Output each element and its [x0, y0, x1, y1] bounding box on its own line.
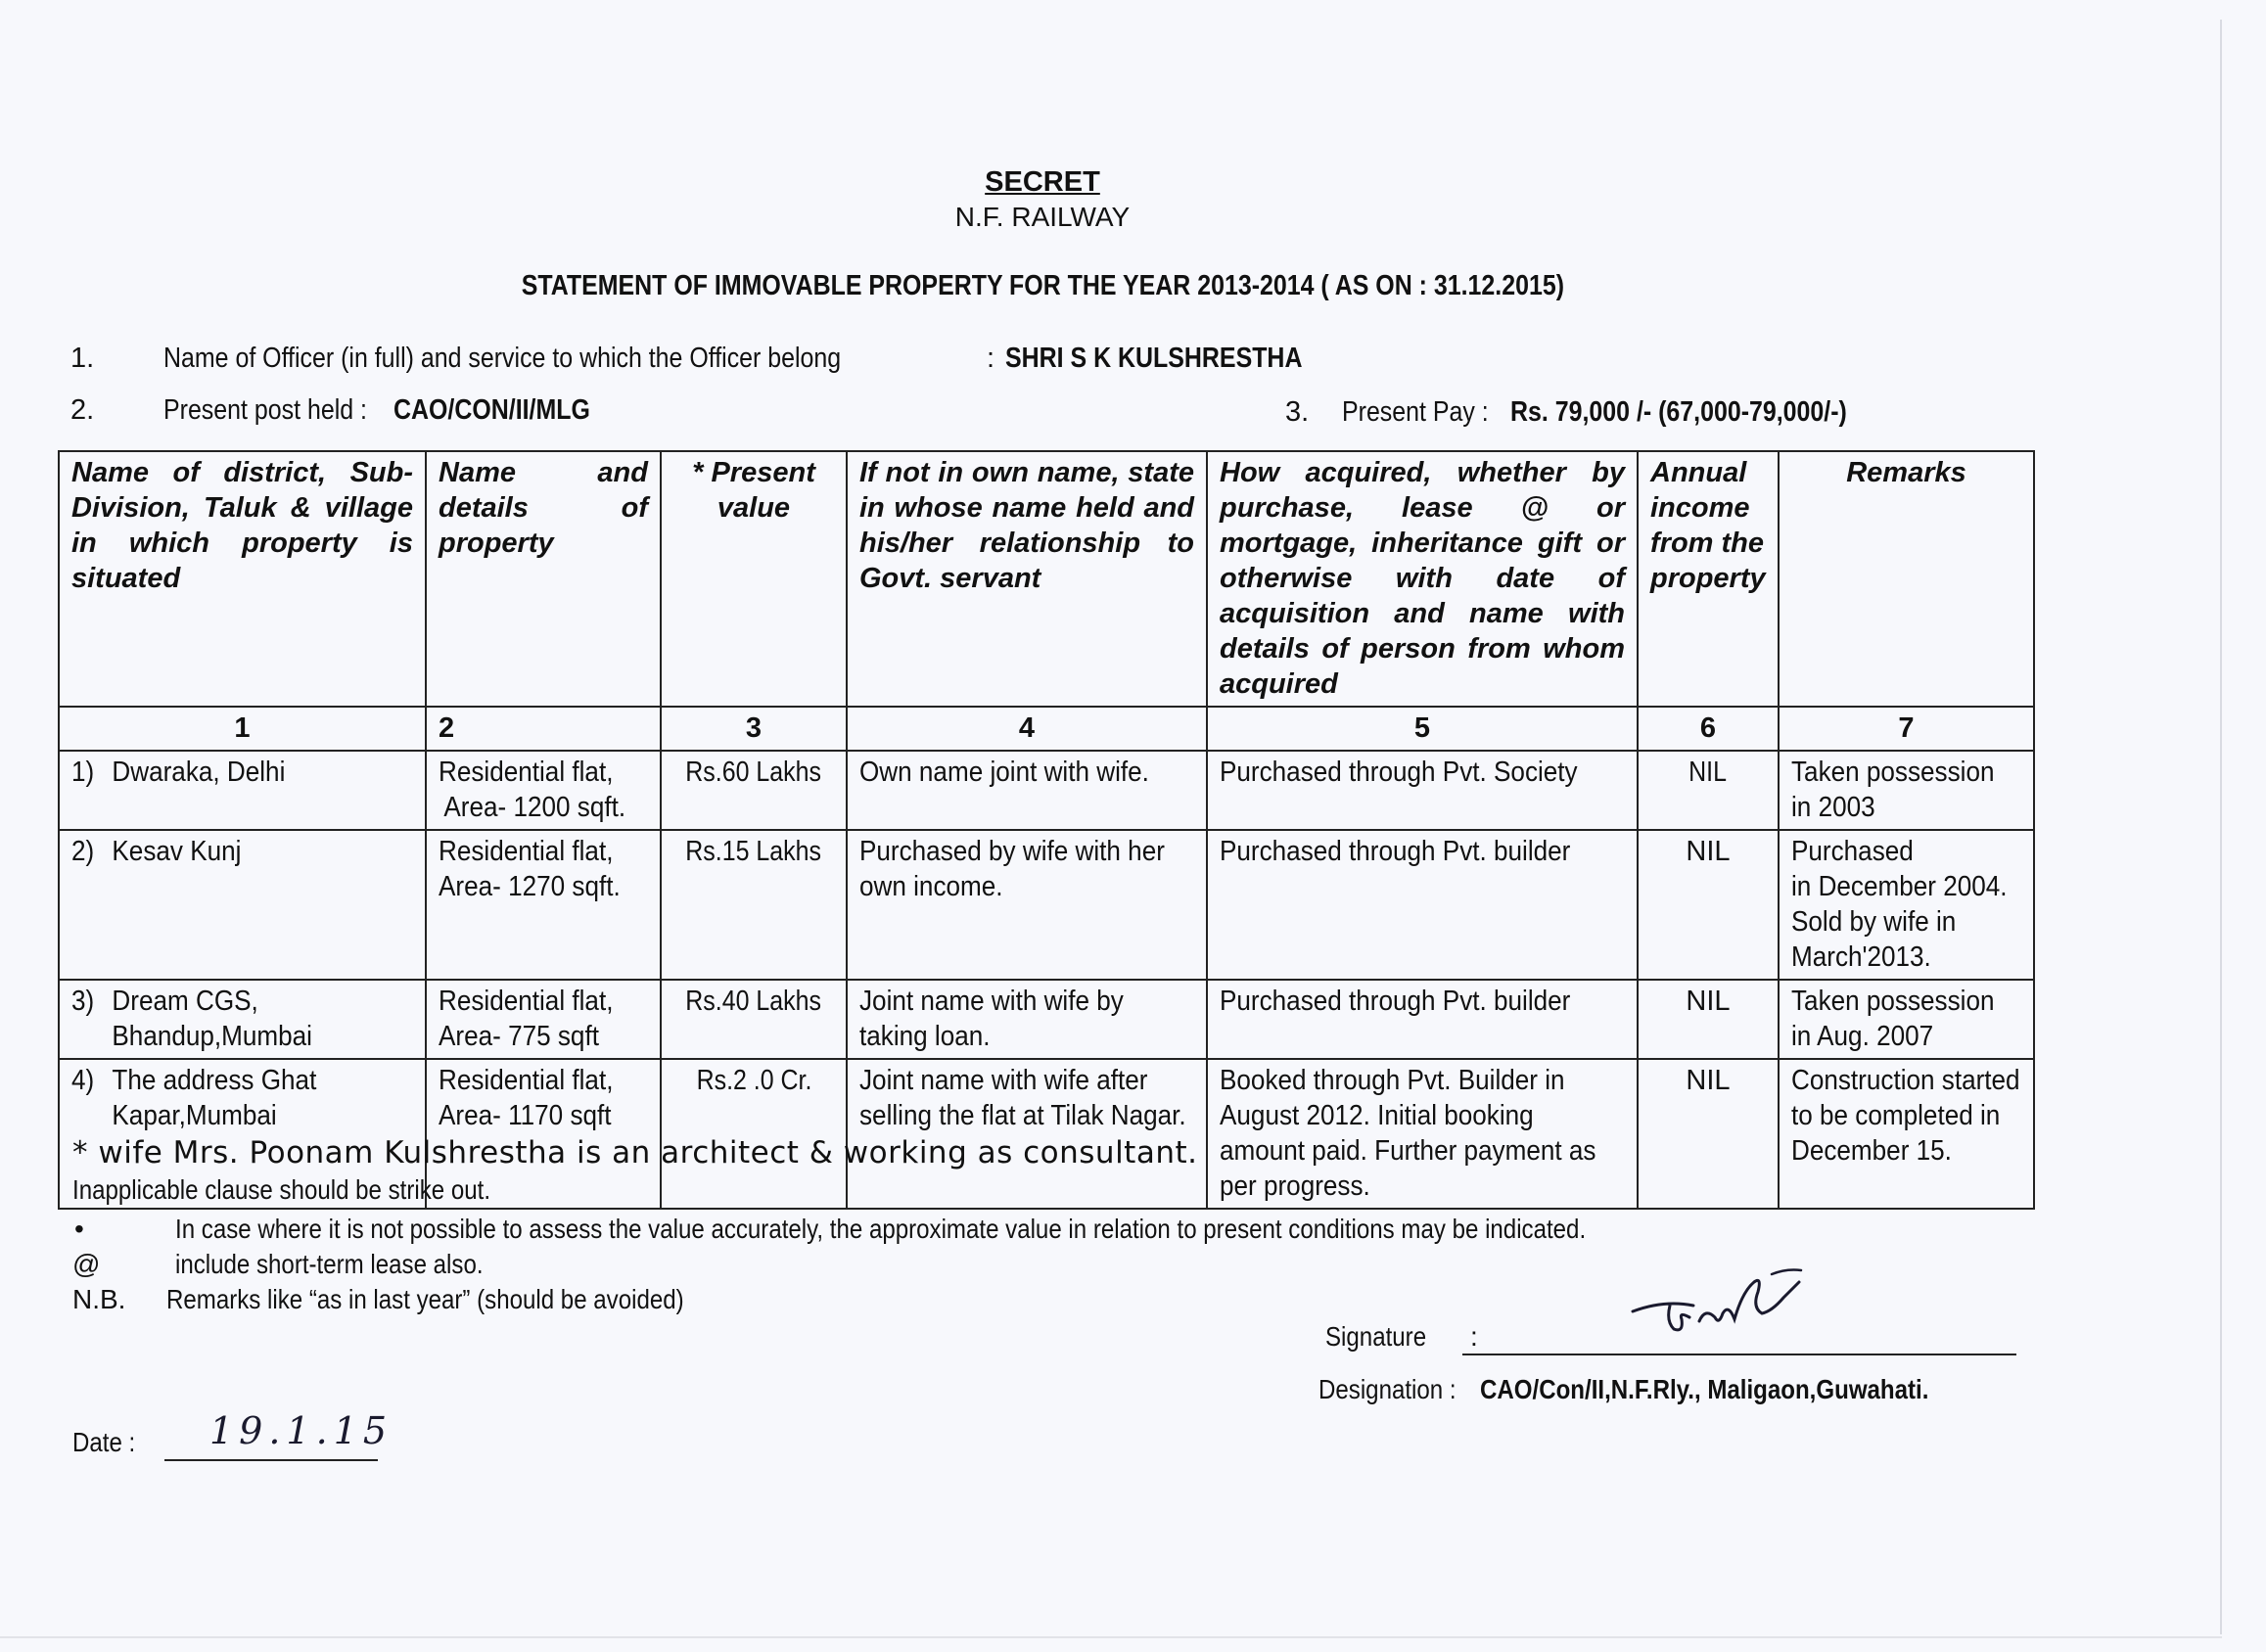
lease-note-text: include short-term lease also.	[175, 1249, 484, 1279]
column-number: 6	[1638, 707, 1779, 751]
field-2-label-text: Present post held :	[163, 394, 367, 426]
acquired-line: amount paid. Further payment as	[1220, 1135, 1596, 1167]
acquired-cell	[1207, 830, 1638, 980]
income-cell	[1638, 830, 1779, 980]
present-pay-text: Rs. 79,000 /- (67,000-79,000/-)	[1510, 396, 1847, 428]
income-cell	[1638, 980, 1779, 1059]
property-line: Residential flat,	[439, 1065, 614, 1096]
row-index: 2)	[71, 836, 95, 867]
bullet-mark: •	[74, 1214, 84, 1244]
location-line: Bhandup,Mumbai	[112, 1021, 312, 1052]
present-value: Rs.15 Lakhs	[685, 836, 822, 867]
acquired-line: August 2012. Initial booking	[1220, 1100, 1534, 1131]
date-line	[164, 1459, 378, 1461]
acquired-cell	[1207, 980, 1638, 1059]
annual-income: NIL	[1688, 757, 1728, 788]
property-table	[58, 450, 2035, 1210]
acquired-line: per progress.	[1220, 1170, 1370, 1202]
column-number: 4	[847, 707, 1207, 751]
property-line: Residential flat,	[439, 986, 614, 1017]
nb-mark: N.B.	[72, 1284, 126, 1314]
annual-income: NIL	[1686, 836, 1731, 867]
acquired-cell	[1207, 751, 1638, 830]
designation-label-text: Designation :	[1318, 1374, 1457, 1404]
value-cell	[661, 980, 847, 1059]
property-cell	[426, 751, 661, 830]
field-1-label-text: Name of Officer (in full) and service to which the Officer belong	[163, 343, 842, 374]
property-cell	[426, 830, 661, 980]
column-number: 3	[661, 707, 847, 751]
column-number: 7	[1779, 707, 2034, 751]
property-line: Area- 775 sqft	[439, 1021, 599, 1052]
present-pay-value	[1510, 396, 1902, 429]
held-line: Joint name with wife by	[859, 986, 1124, 1017]
property-line: Residential flat,	[439, 836, 614, 867]
designation-value-text: CAO/Con/II,N.F.Rly., Maligaon,Guwahati.	[1480, 1374, 1929, 1404]
table-header-row	[59, 451, 2034, 707]
column-number-row	[59, 707, 2034, 751]
remarks-note-text: Remarks like “as in last year” (should be avoided)	[166, 1284, 684, 1314]
held-line: Joint name with wife after	[859, 1065, 1148, 1096]
location-line: Kesav Kunj	[112, 836, 242, 867]
acquired-cell	[1207, 1059, 1638, 1209]
page-edge	[2220, 20, 2222, 1634]
present-value: Rs.2 .0 Cr.	[696, 1065, 811, 1096]
field-2-number: 2.	[70, 394, 95, 426]
property-line: Area- 1170 sqft	[439, 1100, 612, 1131]
held-cell	[847, 751, 1207, 830]
designation-label	[1318, 1374, 1478, 1405]
remarks-cell	[1779, 980, 2034, 1059]
column-header: How acquired, whether by purchase, lease @ or mortgage, inheritance gift or otherwise with date of acquisition and name with details of person from whom acquired	[1207, 451, 1638, 707]
held-line: own income.	[859, 871, 1003, 902]
officer-name	[1005, 343, 1351, 375]
column-number: 5	[1207, 707, 1638, 751]
row-index: 1)	[71, 757, 95, 788]
page-edge	[0, 1636, 2222, 1638]
field-3-label-text: Present Pay :	[1342, 396, 1489, 428]
post-held-text: CAO/CON/II/MLG	[393, 394, 590, 426]
row-index: 4)	[71, 1065, 95, 1096]
column-header: Name and details of property	[426, 451, 661, 707]
signature-label	[1325, 1321, 1443, 1353]
wife-footnote: * wife Mrs. Poonam Kulshrestha is an architect & working as consultant.	[72, 1135, 1198, 1170]
remarks-line: Sold by wife in	[1791, 906, 1957, 938]
column-number: 2	[426, 707, 661, 751]
value-cell	[661, 751, 847, 830]
inapplicable-note-text: Inapplicable clause should be strike out.	[72, 1174, 491, 1205]
value-cell	[661, 830, 847, 980]
remarks-line: Taken possession	[1791, 757, 1995, 788]
property-line: Area- 1200 sqft.	[443, 792, 626, 823]
classification-heading: SECRET	[985, 166, 1100, 198]
held-line: selling the flat at Tilak Nagar.	[859, 1100, 1186, 1131]
acquired-line: Purchased through Pvt. builder	[1220, 836, 1571, 867]
acquired-line: Booked through Pvt. Builder in	[1220, 1065, 1565, 1096]
property-line: Area- 1270 sqft.	[439, 871, 621, 902]
value-assessment-note-text: In case where it is not possible to assess the value accurately, the approximate value in relation to present conditions may be indicated.	[175, 1214, 1587, 1244]
remarks-cell	[1779, 751, 2034, 830]
remarks-line: Purchased	[1791, 836, 1914, 867]
date-label-text: Date :	[72, 1427, 136, 1457]
column-number: 1	[59, 707, 426, 751]
remarks-line: Construction started	[1791, 1065, 2020, 1096]
location-line: The address Ghat	[112, 1065, 317, 1096]
value-cell	[661, 1059, 847, 1209]
column-header: Annual income from the property	[1638, 451, 1779, 707]
remarks-line: in Aug. 2007	[1791, 1021, 1934, 1052]
field-1-number: 1.	[70, 343, 95, 374]
table-row	[59, 980, 2034, 1059]
remarks-cell	[1779, 1059, 2034, 1209]
column-header: Remarks	[1779, 451, 2034, 707]
remarks-line: to be completed in	[1791, 1100, 2001, 1131]
handwritten-signature	[1625, 1262, 1821, 1355]
signature-separator: :	[1470, 1321, 1478, 1352]
field-3-number: 3.	[1285, 396, 1310, 428]
field-1-separator: :	[987, 343, 995, 374]
field-3-label	[1342, 396, 1512, 429]
remarks-line: March'2013.	[1791, 941, 1931, 973]
signature-label-text: Signature	[1325, 1321, 1427, 1352]
column-header: * Present value	[661, 451, 847, 707]
table-row	[59, 751, 2034, 830]
held-cell	[847, 980, 1207, 1059]
held-cell	[847, 830, 1207, 980]
remarks-line: in 2003	[1791, 792, 1875, 823]
at-mark: @	[72, 1249, 101, 1279]
post-held-value	[393, 394, 623, 427]
column-header: If not in own name, state in whose name held and his/her relationship to Govt. servant	[847, 451, 1207, 707]
handwritten-date: 19.1.15	[209, 1409, 393, 1452]
remarks-cell	[1779, 830, 2034, 980]
property-line: Residential flat,	[439, 757, 614, 788]
document-title-text: STATEMENT OF IMMOVABLE PROPERTY FOR THE YEAR 2013-2014 ( AS ON : 31.12.2015)	[521, 270, 1564, 301]
property-cell	[426, 980, 661, 1059]
remarks-line: December 15.	[1791, 1135, 1952, 1167]
annual-income: NIL	[1686, 1065, 1731, 1096]
present-value: Rs.40 Lakhs	[685, 986, 822, 1017]
location-cell	[59, 830, 426, 980]
officer-name-text: SHRI S K KULSHRESTHA	[1005, 343, 1303, 374]
acquired-line: Purchased through Pvt. Society	[1220, 757, 1578, 788]
field-2-label	[163, 394, 400, 427]
organisation-name: N.F. RAILWAY	[954, 202, 1131, 232]
held-line: Own name joint with wife.	[859, 757, 1149, 788]
date-label	[72, 1427, 146, 1458]
location-line: Kapar,Mumbai	[112, 1100, 277, 1131]
acquired-line: Purchased through Pvt. builder	[1220, 986, 1571, 1017]
row-index: 3)	[71, 986, 95, 1017]
remarks-line: Taken possession	[1791, 986, 1995, 1017]
value-assessment-note	[175, 1214, 1816, 1245]
held-line: Purchased by wife with her	[859, 836, 1165, 867]
income-cell	[1638, 1059, 1779, 1209]
held-cell	[847, 1059, 1207, 1209]
remarks-line: in December 2004.	[1791, 871, 2008, 902]
location-line: Dream CGS,	[112, 986, 258, 1017]
income-cell	[1638, 751, 1779, 830]
location-line: Dwaraka, Delhi	[112, 757, 286, 788]
remarks-note	[166, 1284, 768, 1315]
inapplicable-note	[72, 1174, 559, 1206]
lease-note	[175, 1249, 533, 1280]
designation-value	[1480, 1374, 2002, 1405]
location-cell	[59, 980, 426, 1059]
annual-income: NIL	[1686, 986, 1731, 1017]
table-row	[59, 830, 2034, 980]
location-cell	[59, 751, 426, 830]
held-line: taking loan.	[859, 1021, 991, 1052]
document-title	[0, 270, 2085, 302]
field-1-label	[163, 343, 951, 375]
column-header: Name of district, Sub-Division, Taluk & village in which property is situated	[59, 451, 426, 707]
present-value: Rs.60 Lakhs	[685, 757, 822, 788]
